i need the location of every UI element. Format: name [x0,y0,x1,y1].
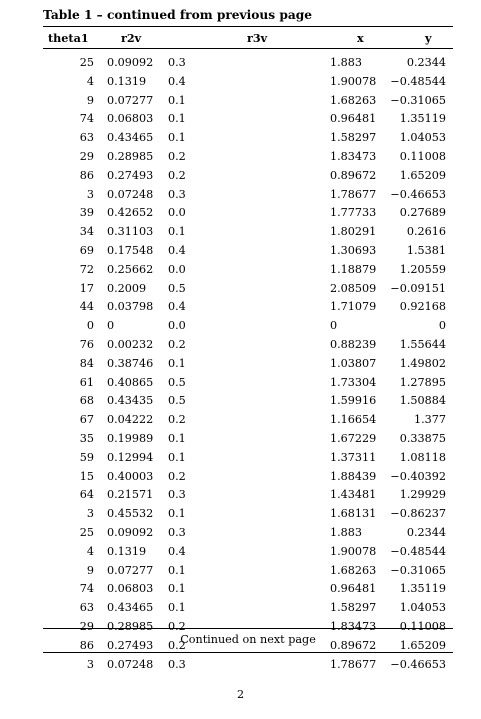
cell-r3v: 0.0 [168,206,186,220]
cell-theta1: 86 [79,638,94,652]
cell-r2v: 0.43465 [107,131,154,145]
cell-x: 1.68131 [330,507,377,521]
cell-theta1: 44 [79,300,94,314]
cell-y: 0.11008 [399,619,446,633]
column-header-y: y [425,31,432,45]
table-row [0,223,481,242]
cell-r3v: 0.2 [168,149,186,163]
table-row [0,186,481,205]
cell-r3v: 0.2 [168,337,186,351]
cell-r2v: 0.2009 [107,281,147,295]
column-header-r3v: r3v [247,31,268,45]
cell-r2v: 0.27493 [107,638,154,652]
cell-r2v: 0.19989 [107,431,154,445]
cell-x: 1.83473 [330,619,377,633]
cell-theta1: 39 [79,206,94,220]
cell-r2v: 0.28985 [107,619,154,633]
cell-r2v: 0.38746 [107,356,154,370]
cell-y: 1.5381 [406,243,446,257]
cell-r2v: 0.21571 [107,488,154,502]
cell-theta1: 25 [79,525,94,539]
column-header-x: x [357,31,364,45]
cell-y: 0.2616 [406,225,446,239]
cell-y: 1.65209 [399,638,446,652]
table-row [0,505,481,524]
cell-theta1: 0 [86,319,94,333]
cell-r3v: 0.3 [168,657,186,671]
cell-r2v: 0.09092 [107,525,154,539]
cell-r2v: 0.27493 [107,168,154,182]
cell-theta1: 61 [79,375,94,389]
cell-r2v: 0.04222 [107,413,154,427]
table-row [0,92,481,111]
cell-x: 1.90078 [330,544,377,558]
cell-x: 1.83473 [330,149,377,163]
cell-r3v: 0.1 [168,131,186,145]
table-row [0,580,481,599]
cell-x: 0.88239 [330,337,377,351]
cell-r2v: 0.1319 [107,74,147,88]
cell-x: 0.96481 [330,582,377,596]
cell-y: 1.35119 [399,582,446,596]
cell-y: 0.27689 [399,206,446,220]
cell-r3v: 0.5 [168,375,186,389]
table-bottom-rule [43,628,453,629]
cell-r3v: 0.1 [168,450,186,464]
column-header-theta1: theta1 [48,31,89,45]
cell-theta1: 74 [79,582,94,596]
cell-r2v: 0.31103 [107,225,154,239]
cell-x: 1.71079 [330,300,377,314]
cell-theta1: 63 [79,131,94,145]
cell-theta1: 3 [86,507,94,521]
cell-r2v: 0.07277 [107,93,154,107]
cell-y: 1.04053 [399,601,446,615]
cell-theta1: 67 [79,413,94,427]
table-row [0,317,481,336]
cell-theta1: 29 [79,619,94,633]
cell-y: 1.55644 [399,337,446,351]
cell-y: 1.377 [413,413,446,427]
cell-y: 0.11008 [399,149,446,163]
cell-y: 1.08118 [399,450,446,464]
cell-x: 1.68263 [330,563,377,577]
cell-r3v: 0.2 [168,469,186,483]
cell-theta1: 9 [86,563,94,577]
cell-y: 1.20559 [399,262,446,276]
table-row [0,599,481,618]
cell-x: 1.883 [330,56,363,69]
cell-y: −0.48544 [390,544,446,558]
cell-theta1: 25 [79,56,94,69]
table-header-rule [43,48,453,49]
cell-r3v: 0.1 [168,431,186,445]
cell-r3v: 0.1 [168,93,186,107]
cell-x: 1.80291 [330,225,377,239]
cell-r3v: 0.0 [168,319,186,333]
table-caption: Table 1 – continued from previous page [43,8,313,22]
cell-y: −0.46653 [390,657,446,671]
cell-y: −0.31065 [390,563,446,577]
cell-x: 2.08509 [330,281,377,295]
table-row [0,524,481,543]
cell-r2v: 0.1319 [107,544,147,558]
table-row [0,374,481,393]
cell-y: −0.46653 [390,187,446,201]
cell-y: 1.65209 [399,168,446,182]
cell-r3v: 0.4 [168,243,186,257]
cell-y: −0.86237 [390,507,446,521]
cell-x: 0.89672 [330,168,377,182]
cell-r3v: 0.4 [168,74,186,88]
cell-theta1: 63 [79,601,94,615]
table-row [0,336,481,355]
cell-theta1: 68 [79,394,94,408]
cell-r3v: 0.3 [168,56,186,69]
column-header-r2v: r2v [121,31,142,45]
cell-x: 1.78677 [330,657,377,671]
cell-r2v: 0.03798 [107,300,154,314]
table-row [0,280,481,299]
table-body [0,54,481,674]
cell-theta1: 35 [79,431,94,445]
cell-r2v: 0.40865 [107,375,154,389]
cell-x: 1.883 [330,525,363,539]
table-row [0,54,481,73]
table-header [0,31,481,47]
table-row [0,148,481,167]
cell-r3v: 0.1 [168,601,186,615]
cell-x: 0.89672 [330,638,377,652]
cell-y: 1.27895 [399,375,446,389]
cell-theta1: 9 [86,93,94,107]
cell-r2v: 0.40003 [107,469,154,483]
cell-y: −0.48544 [390,74,446,88]
cell-x: 1.18879 [330,262,377,276]
table-top-rule [43,26,453,27]
cell-theta1: 59 [79,450,94,464]
table-row [0,411,481,430]
cell-y: 1.50884 [399,394,446,408]
table-row [0,129,481,148]
cell-x: 1.03807 [330,356,377,370]
cell-y: 0.92168 [399,300,446,314]
table-row [0,298,481,317]
cell-r2v: 0.43465 [107,601,154,615]
cell-r3v: 0.2 [168,638,186,652]
table-row [0,73,481,92]
cell-x: 1.16654 [330,413,377,427]
cell-r2v: 0.25662 [107,262,154,276]
cell-x: 1.30693 [330,243,377,257]
cell-x: 1.58297 [330,601,377,615]
cell-theta1: 76 [79,337,94,351]
cell-theta1: 17 [79,281,94,295]
cell-theta1: 86 [79,168,94,182]
cell-r3v: 0.5 [168,281,186,295]
cell-theta1: 69 [79,243,94,257]
table-row [0,543,481,562]
cell-x: 1.43481 [330,488,377,502]
cell-x: 1.68263 [330,93,377,107]
table-row [0,204,481,223]
cell-y: 1.35119 [399,112,446,126]
table-row [0,355,481,374]
cell-r2v: 0.09092 [107,56,154,69]
table-row [0,430,481,449]
cell-x: 1.58297 [330,131,377,145]
cell-theta1: 3 [86,657,94,671]
cell-x: 0.96481 [330,112,377,126]
cell-y: 0 [438,319,446,333]
cell-x: 1.90078 [330,74,377,88]
cell-r3v: 0.1 [168,563,186,577]
cell-theta1: 84 [79,356,94,370]
cell-theta1: 34 [79,225,94,239]
cell-x: 1.78677 [330,187,377,201]
cell-r3v: 0.3 [168,187,186,201]
cell-r3v: 0.4 [168,300,186,314]
table-row [0,392,481,411]
cell-r3v: 0.1 [168,112,186,126]
cell-r2v: 0.45532 [107,507,154,521]
cell-x: 1.67229 [330,431,377,445]
cell-r3v: 0.2 [168,619,186,633]
cell-theta1: 64 [79,488,94,502]
cell-y: 1.04053 [399,131,446,145]
cell-y: −0.31065 [390,93,446,107]
cell-x: 1.73304 [330,375,377,389]
cell-theta1: 3 [86,187,94,201]
cell-r2v: 0.12994 [107,450,154,464]
cell-y: −0.40392 [390,469,446,483]
cell-r3v: 0.3 [168,525,186,539]
cell-r2v: 0.43435 [107,394,154,408]
cell-r3v: 0.5 [168,394,186,408]
cell-r3v: 0.0 [168,262,186,276]
cell-r3v: 0.1 [168,582,186,596]
table-row [0,449,481,468]
table-row [0,486,481,505]
cell-r2v: 0.07248 [107,657,154,671]
cell-r2v: 0.42652 [107,206,154,220]
cell-r3v: 0.1 [168,507,186,521]
cell-theta1: 72 [79,262,94,276]
page-number: 2 [236,688,245,701]
cell-y: 0.2344 [406,525,446,539]
table-row [0,110,481,129]
cell-y: 1.49802 [399,356,446,370]
cell-theta1: 15 [79,469,94,483]
continued-note: Continued on next page [180,633,316,646]
table-row [0,468,481,487]
table-row [0,167,481,186]
cell-r3v: 0.1 [168,225,186,239]
table-row [0,562,481,581]
cell-theta1: 74 [79,112,94,126]
cell-theta1: 4 [86,74,94,88]
table-row [0,261,481,280]
cell-r2v: 0.06803 [107,112,154,126]
cell-theta1: 29 [79,149,94,163]
cell-y: 0.33875 [399,431,446,445]
cell-r3v: 0.3 [168,488,186,502]
table-row [0,656,481,675]
cell-x: 0 [330,319,338,333]
cell-r3v: 0.4 [168,544,186,558]
cell-r3v: 0.2 [168,413,186,427]
cell-x: 1.77733 [330,206,377,220]
cell-theta1: 4 [86,544,94,558]
cell-r2v: 0.07277 [107,563,154,577]
cell-x: 1.37311 [330,450,377,464]
cell-x: 1.59916 [330,394,377,408]
cell-r2v: 0.17548 [107,243,154,257]
cell-r2v: 0.06803 [107,582,154,596]
cell-x: 1.88439 [330,469,377,483]
cell-r2v: 0 [107,319,115,333]
cell-r3v: 0.2 [168,168,186,182]
cell-r2v: 0.28985 [107,149,154,163]
cell-r3v: 0.1 [168,356,186,370]
cell-r2v: 0.07248 [107,187,154,201]
cell-r2v: 0.00232 [107,337,154,351]
cell-y: 1.29929 [399,488,446,502]
table-end-rule [43,652,453,653]
cell-y: 0.2344 [406,56,446,69]
table-row [0,242,481,261]
cell-y: −0.09151 [390,281,446,295]
